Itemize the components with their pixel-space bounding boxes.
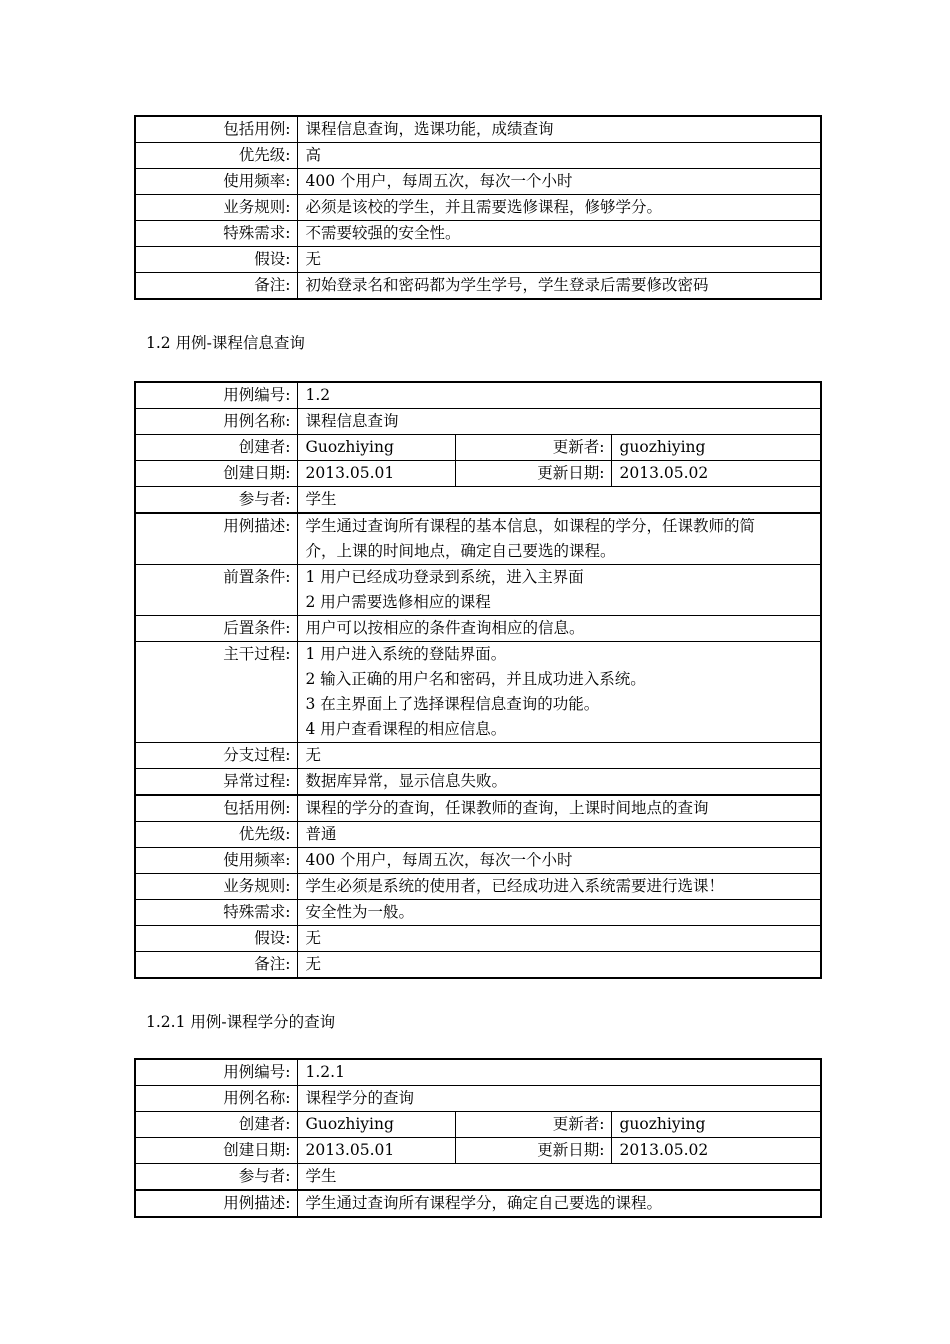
field-label: 后置条件:: [135, 616, 297, 642]
field-label: 主干过程:: [135, 642, 297, 743]
field-label: 使用频率:: [135, 848, 297, 874]
text-line: 2 用户需要选修相应的课程: [305, 593, 491, 611]
use-case-table-1-2: [134, 381, 822, 979]
field-value: guozhiying: [611, 435, 821, 461]
table-row: [135, 221, 821, 247]
table-row: [135, 487, 821, 514]
field-label: 更新日期:: [455, 1138, 611, 1164]
field-label: 用例名称:: [135, 1086, 297, 1112]
table-row: [135, 1164, 821, 1191]
field-value: 1.2.1: [297, 1059, 821, 1086]
field-value: 2013.05.01: [297, 1138, 455, 1164]
table-row: [135, 409, 821, 435]
field-value: 1.2: [297, 382, 821, 409]
field-label: 参与者:: [135, 487, 297, 514]
table-row: [135, 435, 821, 461]
table-row: [135, 1059, 821, 1086]
field-value: 无: [297, 743, 821, 769]
field-label: 异常过程:: [135, 769, 297, 796]
table-row: [135, 926, 821, 952]
field-value: 学生通过查询所有课程学分，确定自己要选的课程。: [297, 1190, 821, 1217]
field-value: 课程学分的查询: [297, 1086, 821, 1112]
field-label: 更新日期:: [455, 461, 611, 487]
field-value: 初始登录名和密码都为学生学号，学生登录后需要修改密码: [297, 273, 821, 300]
table-row: [135, 169, 821, 195]
section-heading-1-2: 1.2 用例-课程信息查询: [146, 334, 305, 352]
text-line: 2 输入正确的用户名和密码，并且成功进入系统。: [305, 670, 646, 688]
field-label: 用例描述:: [135, 513, 297, 565]
field-label: 用例编号:: [135, 382, 297, 409]
field-value: 课程信息查询: [297, 409, 821, 435]
field-value: [297, 565, 821, 616]
field-label: 特殊需求:: [135, 900, 297, 926]
field-value: 普通: [297, 822, 821, 848]
field-label: 创建日期:: [135, 1138, 297, 1164]
field-value: 安全性为一般。: [297, 900, 821, 926]
use-case-table-1-2-1: [134, 1058, 822, 1218]
field-value: 无: [297, 952, 821, 979]
field-label: 用例名称:: [135, 409, 297, 435]
field-value: 2013.05.02: [611, 461, 821, 487]
field-value: 2013.05.01: [297, 461, 455, 487]
table-row: [135, 565, 821, 616]
field-label: 使用频率:: [135, 169, 297, 195]
table-row: [135, 143, 821, 169]
field-value: Guozhiying: [297, 1112, 455, 1138]
table-row: [135, 952, 821, 979]
field-label: 优先级:: [135, 143, 297, 169]
field-label: 业务规则:: [135, 874, 297, 900]
table-row: [135, 616, 821, 642]
table-row: [135, 382, 821, 409]
field-value: 课程的学分的查询，任课教师的查询，上课时间地点的查询: [297, 795, 821, 822]
field-label: 包括用例:: [135, 116, 297, 143]
field-label: 参与者:: [135, 1164, 297, 1191]
field-label: 创建者:: [135, 1112, 297, 1138]
table-row: [135, 1138, 821, 1164]
field-label: 假设:: [135, 247, 297, 273]
text-line: 1 用户已经成功登录到系统，进入主界面: [305, 568, 584, 586]
field-value: 必须是该校的学生，并且需要选修课程，修够学分。: [297, 195, 821, 221]
field-value: 不需要较强的安全性。: [297, 221, 821, 247]
field-label: 备注:: [135, 273, 297, 300]
text-line: 3 在主界面上了选择课程信息查询的功能。: [305, 695, 600, 713]
field-value: 无: [297, 926, 821, 952]
field-value: [297, 513, 821, 565]
table-row: [135, 822, 821, 848]
table-row: [135, 795, 821, 822]
field-value: 无: [297, 247, 821, 273]
field-label: 更新者:: [455, 435, 611, 461]
field-label: 创建日期:: [135, 461, 297, 487]
text-line: 学生通过查询所有课程的基本信息，如课程的学分，任课教师的简: [305, 517, 756, 535]
field-label: 优先级:: [135, 822, 297, 848]
table-row: [135, 848, 821, 874]
field-label: 包括用例:: [135, 795, 297, 822]
text-line: 4 用户查看课程的相应信息。: [305, 720, 507, 738]
table-row: [135, 273, 821, 300]
field-value: 学生: [297, 487, 821, 514]
field-label: 前置条件:: [135, 565, 297, 616]
text-line: 1 用户进入系统的登陆界面。: [305, 645, 507, 663]
field-value: [297, 642, 821, 743]
field-label: 备注:: [135, 952, 297, 979]
field-value: Guozhiying: [297, 435, 455, 461]
use-case-table-1: [134, 115, 822, 300]
field-value: 学生必须是系统的使用者，已经成功进入系统需要进行选课！: [297, 874, 821, 900]
table-row: [135, 642, 821, 743]
field-value: 数据库异常，显示信息失败。: [297, 769, 821, 796]
table-row: [135, 1086, 821, 1112]
field-label: 分支过程:: [135, 743, 297, 769]
table-row: [135, 195, 821, 221]
field-value: 学生: [297, 1164, 821, 1191]
field-label: 用例描述:: [135, 1190, 297, 1217]
field-value: 用户可以按相应的条件查询相应的信息。: [297, 616, 821, 642]
table-row: [135, 900, 821, 926]
field-value: 高: [297, 143, 821, 169]
table-row: [135, 247, 821, 273]
text-line: 介，上课的时间地点，确定自己要选的课程。: [305, 542, 616, 560]
field-label: 用例编号:: [135, 1059, 297, 1086]
table-row: [135, 513, 821, 565]
field-label: 特殊需求:: [135, 221, 297, 247]
table-row: [135, 1112, 821, 1138]
field-label: 创建者:: [135, 435, 297, 461]
table-row: [135, 874, 821, 900]
table-row: [135, 743, 821, 769]
table-row: [135, 116, 821, 143]
table-row: [135, 769, 821, 796]
field-label: 业务规则:: [135, 195, 297, 221]
field-value: 400 个用户，每周五次，每次一个小时: [297, 848, 821, 874]
field-value: 400 个用户，每周五次，每次一个小时: [297, 169, 821, 195]
table-row: [135, 1190, 821, 1217]
table-row: [135, 461, 821, 487]
field-value: 2013.05.02: [611, 1138, 821, 1164]
section-heading-1-2-1: 1.2.1 用例-课程学分的查询: [146, 1013, 336, 1031]
field-value: 课程信息查询，选课功能，成绩查询: [297, 116, 821, 143]
field-value: guozhiying: [611, 1112, 821, 1138]
field-label: 假设:: [135, 926, 297, 952]
field-label: 更新者:: [455, 1112, 611, 1138]
